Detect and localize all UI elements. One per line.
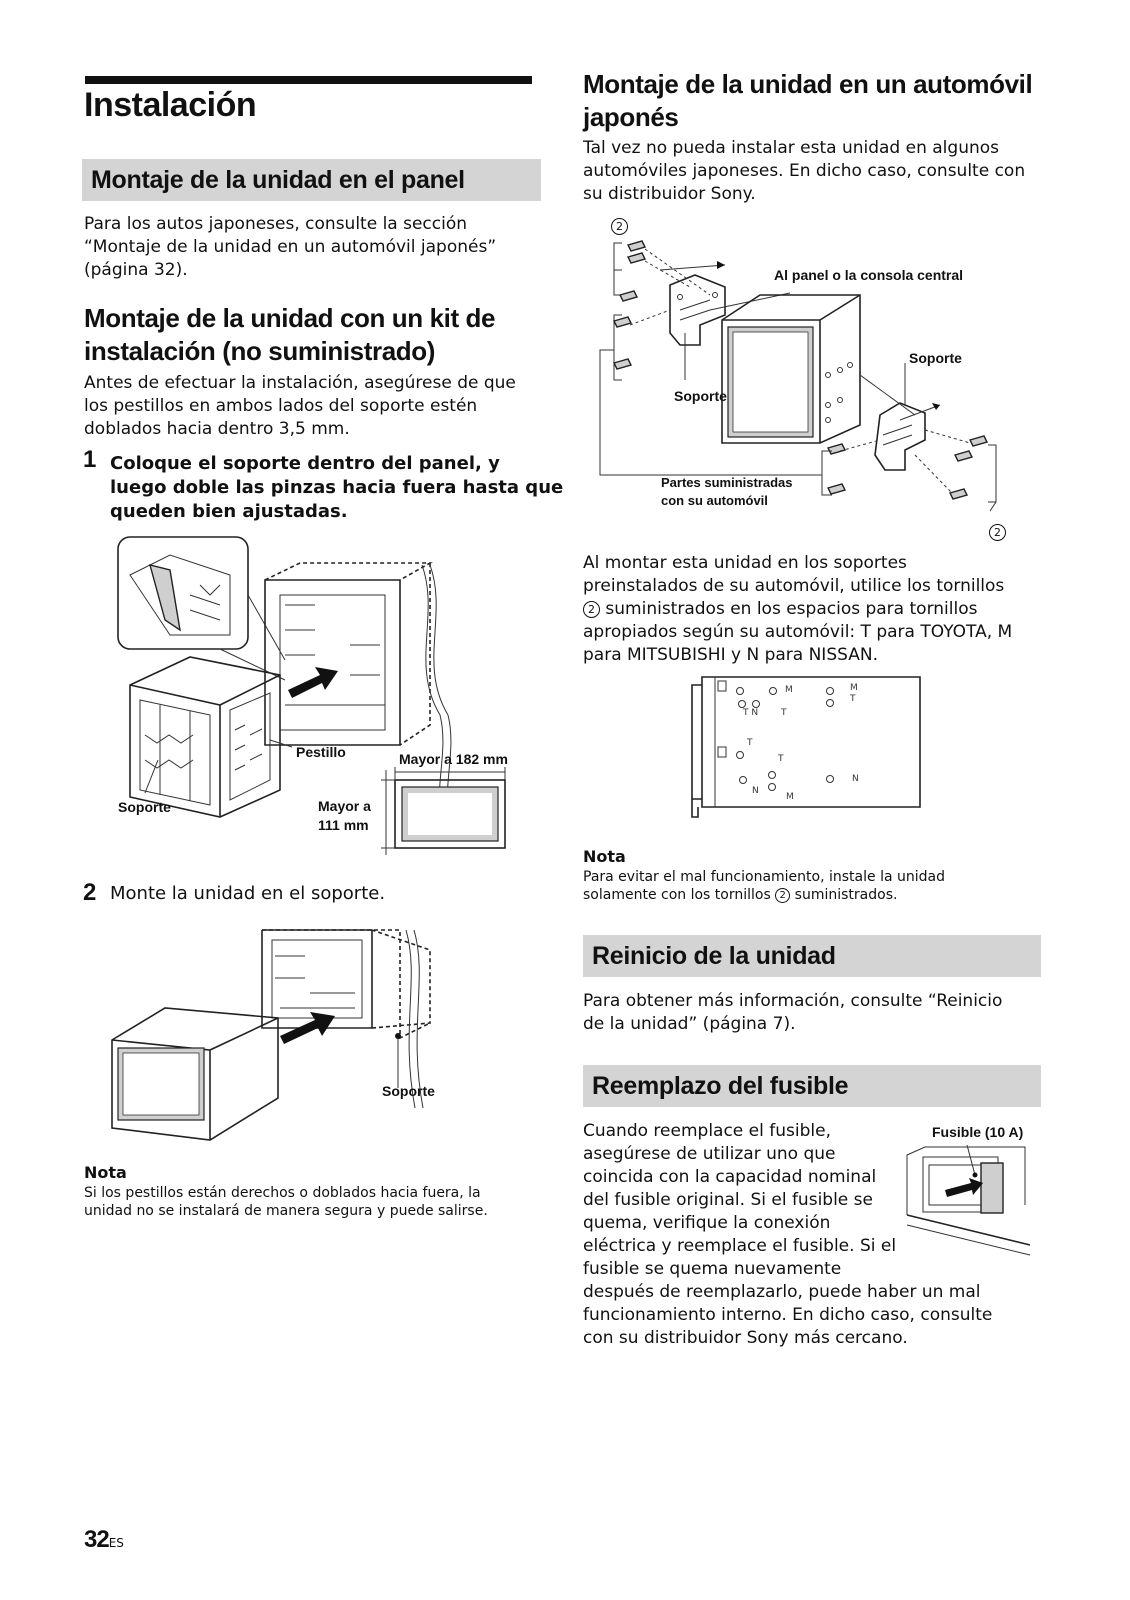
text-line: suministrados en los espacios para tornillos — [605, 599, 978, 619]
text-line: del fusible original. Si el fusible se — [583, 1190, 873, 1210]
heading-line: instalación (no suministrado) — [84, 336, 435, 366]
title-rule — [85, 76, 532, 84]
heading-line: Montaje de la unidad en un automóvil — [583, 69, 1033, 99]
hole-letter-t1: T — [850, 694, 856, 704]
section3-intro — [583, 137, 1025, 206]
section2-intro — [84, 372, 516, 441]
page-number-value: 32 — [84, 1526, 109, 1553]
text-line: “Montaje de la unidad en un automóvil japonés” — [84, 237, 497, 257]
text-line: 111 mm — [318, 817, 369, 833]
hole-letter-n1: N — [852, 774, 859, 784]
text-line: fusible se quema nuevamente — [583, 1259, 842, 1279]
step-2-text: Monte la unidad en el soporte. — [110, 883, 386, 904]
text-line: con su automóvil — [661, 493, 768, 508]
label-panel-consola: Al panel o la consola central — [774, 267, 964, 283]
text-line: Cuando reemplace el fusible, — [583, 1121, 831, 1141]
hole-letter-m2: M — [850, 683, 858, 693]
nota-text-right — [583, 868, 945, 904]
text-line: (página 32). — [84, 260, 188, 280]
hole-letter-m1: M — [785, 685, 793, 695]
text-line: Antes de efectuar la instalación, asegúrese de que — [84, 373, 516, 393]
text-line: después de reemplazarlo, puede haber un mal — [583, 1282, 981, 1302]
text-line: apropiados según su automóvil: T para TOYOTA, M — [583, 622, 1013, 642]
text-line-with-badge — [583, 598, 1012, 621]
unit-mount-illustration — [110, 928, 450, 1148]
text-line: con su distribuidor Sony más cercano. — [583, 1328, 908, 1348]
screw-callout-bottom — [989, 522, 1006, 541]
text-line: Partes suministradas — [661, 475, 793, 490]
text-line: funcionamiento interno. En dicho caso, consulte — [583, 1305, 993, 1325]
text-line-with-badge — [583, 886, 945, 904]
hole-letter-m3: M — [786, 792, 794, 802]
label-partes-suministradas — [661, 474, 793, 510]
text-line: su distribuidor Sony. — [583, 184, 756, 204]
section3-body — [583, 552, 1012, 667]
section-heading-kit — [84, 302, 495, 368]
step-1-text — [110, 452, 563, 524]
text-line: Para los autos japoneses, consulte la sección — [84, 214, 468, 234]
label-soporte: Soporte — [118, 799, 171, 815]
step-1-number: 1 — [83, 446, 97, 473]
section-heading-fusible: Reemplazo del fusible — [583, 1065, 1041, 1107]
screw-number-badge: 2 — [775, 888, 790, 903]
text-line: Coloque el soporte dentro del panel, y — [110, 453, 500, 474]
text-line: Para obtener más información, consulte “Reinicio — [583, 991, 1003, 1011]
screw-hole-side-view — [690, 675, 930, 825]
nota-heading-left: Nota — [84, 1163, 127, 1182]
page-title: Instalación — [84, 86, 257, 124]
hole-letter-t2: T — [781, 708, 787, 718]
section-heading-reinicio: Reinicio de la unidad — [583, 935, 1041, 977]
text-line: queden bien ajustadas. — [110, 501, 348, 522]
text-line: luego doble las pinzas hacia fuera hasta que — [110, 477, 564, 498]
section5-text — [583, 1120, 992, 1350]
text-fragment: solamente con los tornillos — [583, 887, 771, 903]
text-line: los pestillos en ambos lados del soporte estén — [84, 396, 478, 416]
text-line: coincida con la capacidad nominal — [583, 1167, 877, 1187]
screw-callout-top — [611, 216, 628, 235]
text-line: automóviles japoneses. En dicho caso, consulte con — [583, 161, 1026, 181]
text-line: asegúrese de utilizar uno que — [583, 1144, 836, 1164]
text-line: quema, verifique la conexión — [583, 1213, 831, 1233]
label-soporte-fig2: Soporte — [382, 1083, 435, 1099]
page-number-suffix: ES — [108, 1536, 124, 1550]
text-line: Si los pestillos están derechos o doblados hacia fuera, la — [84, 1185, 481, 1201]
hole-letter-tn: T N — [743, 708, 759, 718]
screw-number-badge: 2 — [611, 218, 628, 235]
section1-intro — [84, 213, 496, 282]
text-line: Para evitar el mal funcionamiento, instale la unidad — [583, 869, 945, 885]
label-height-dimension — [318, 797, 371, 835]
text-line: preinstalados de su automóvil, utilice los tornillos — [583, 576, 1005, 596]
text-line: para MITSUBISHI y N para NISSAN. — [583, 645, 878, 665]
hole-letter-t3: T — [747, 738, 753, 748]
label-soporte-left: Soporte — [674, 388, 727, 404]
text-line: eléctrica y reemplace el fusible. Si el — [583, 1236, 897, 1256]
section-heading-panel: Montaje de la unidad en el panel — [82, 159, 541, 201]
text-line: Tal vez no pueda instalar esta unidad en algunos — [583, 138, 1000, 158]
screw-number-badge: 2 — [583, 601, 600, 618]
text-fragment: suministrados. — [794, 887, 898, 903]
label-fusible: Fusible (10 A) — [932, 1124, 1024, 1140]
text-line: doblados hacia dentro 3,5 mm. — [84, 419, 350, 439]
nota-text-left — [84, 1184, 488, 1220]
text-line: unidad no se instalará de manera segura y puede salirse. — [84, 1203, 488, 1219]
text-line: Mayor a — [318, 798, 371, 814]
label-width-dimension: Mayor a 182 mm — [399, 751, 508, 767]
text-line: de la unidad” (página 7). — [583, 1014, 796, 1034]
hole-letter-t4: T — [778, 754, 784, 764]
hole-letter-n2: N — [752, 786, 759, 796]
section4-text — [583, 990, 1002, 1036]
nota-heading-right: Nota — [583, 847, 626, 866]
label-pestillo: Pestillo — [296, 744, 346, 760]
label-soporte-right: Soporte — [909, 350, 962, 366]
step-2-number: 2 — [83, 879, 97, 906]
heading-line: Montaje de la unidad con un kit de — [84, 303, 496, 333]
page-number — [84, 1526, 124, 1554]
section-heading-japanese-car — [583, 68, 1032, 134]
screw-number-badge: 2 — [989, 524, 1006, 541]
heading-line: japonés — [583, 102, 679, 132]
text-line: Al montar esta unidad en los soportes — [583, 553, 907, 573]
